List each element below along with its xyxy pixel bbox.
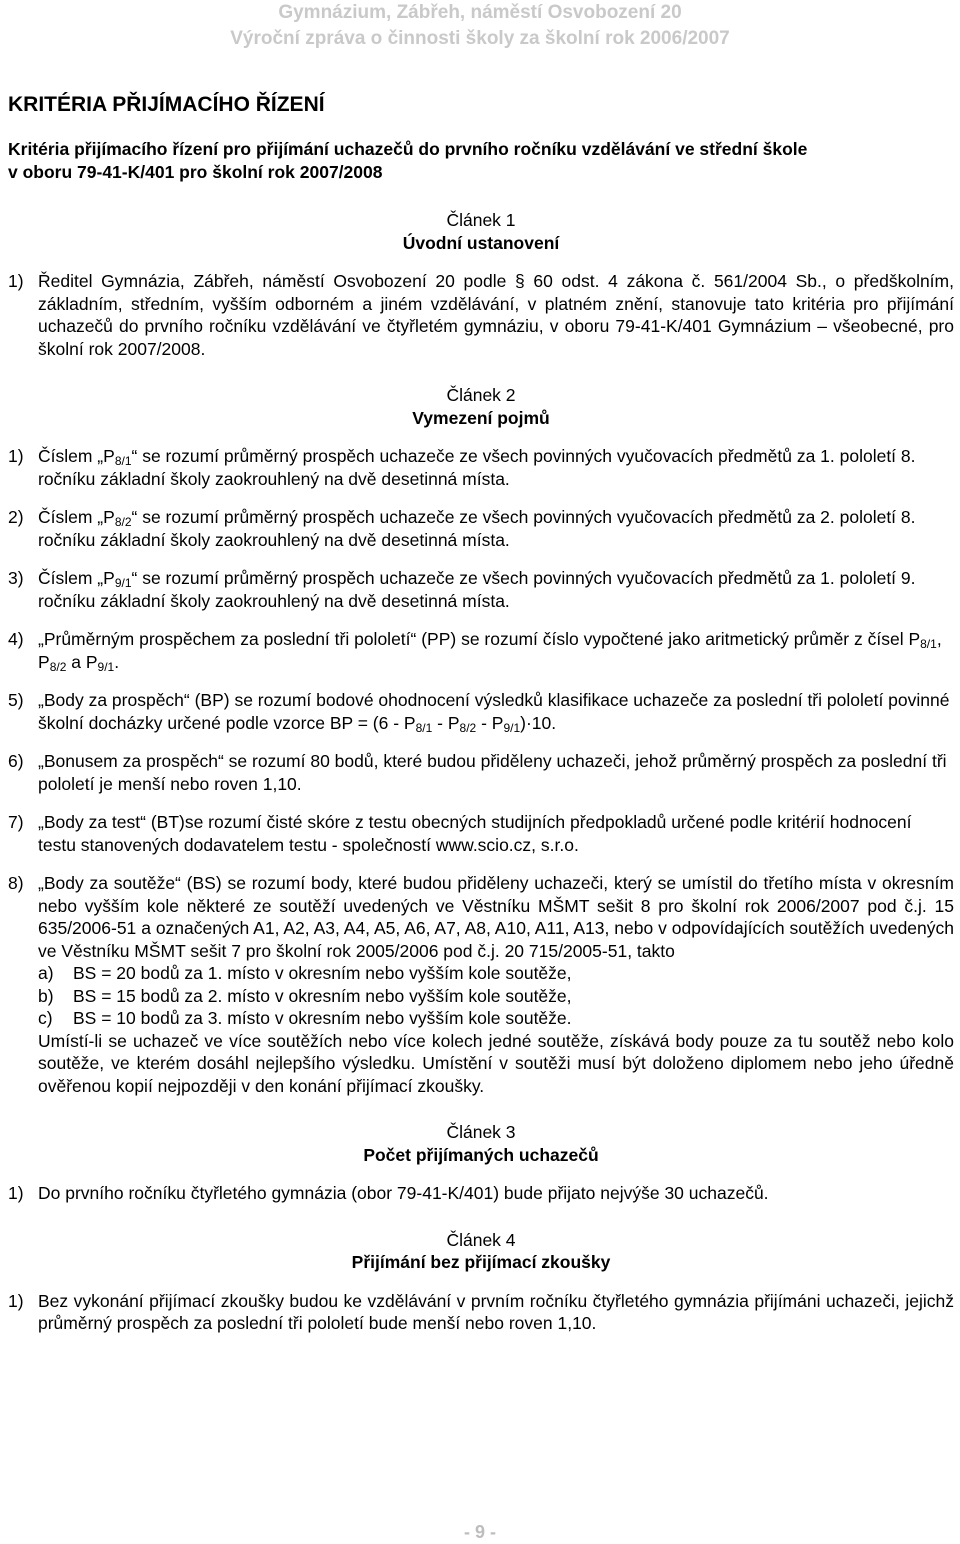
article-label: Článek 3 [446,1122,516,1142]
list-item [8,1290,954,1335]
list-item [8,689,954,734]
article-1-heading [8,209,954,254]
item-number: 3) [8,568,24,588]
subscript: 8/1 [920,637,937,651]
list-item [8,1182,954,1205]
article-label: Článek 1 [446,210,516,230]
item-number: 1) [8,1290,24,1311]
sub-item-letter: b) [38,985,54,1006]
item-text: „Průměrným prospěchem za poslední tři pololetí“ (PP) se rozumí číslo vypočtené jako aritmetický průměr z čísel P [38,629,921,649]
item-text: Do prvního ročníku čtyřletého gymnázia (obor 79-41-K/401) bude přijato nejvýše 30 uchazečů. [38,1183,769,1203]
item-text: Číslem „P [38,568,115,588]
item-text: Bez vykonání přijímací zkoušky budou ke vzdělávání v prvním ročníku čtyřletého gymnázia přijímáni uchazeči, jejichž průměrný prospěch za poslední tři pololetí bude menší nebo roven 1,10. [38,1290,954,1333]
subscript: 8/2 [459,720,477,735]
sub-item-text: BS = 20 bodů za 1. místo v okresním nebo vyšším kole soutěže, [73,963,572,983]
article-name: Vymezení pojmů [412,407,550,428]
page-number: - 9 - [463,1522,496,1542]
item-text: )·10. [520,712,557,733]
subscript: 9/1 [97,659,115,674]
list-item [8,872,954,1097]
item-text: Ředitel Gymnázia, Zábřeh, náměstí Osvobození 20 podle § 60 odst. 4 zákona č. 561/2004 Sb., o předškolním, základním, středním, vyšším odborném a jiném vzdělávání, v platném znění, stanovuje tato kritéria pro přijímání uchazečů do prvního ročníku vzdělávání ve čtyřletém gymnáziu, v oboru 79-41-K/401 Gymnázium – všeobecné, pro školní rok 2007/2008. [38,271,954,359]
list-item [8,506,954,551]
item-number: 6) [8,751,24,771]
item-number: 5) [8,690,24,710]
intro-line-2: v oboru 79-41-K/401 pro školní rok 2007/2008 [8,161,383,182]
item-text: „Body za soutěže“ (BS) se rozumí body, které budou přiděleny uchazeči, který se umístil do třetího místa v okresním nebo vyšším kole některé ze soutěží uvedených ve Věstníku MŠMT sešit 8 pro školní rok 2006/2007 pod č.j. 15 635/2006-51 a označených A1, A2, A3, A4, A5, A6, A7, A8, A10, A11, A13, nebo v odpovídajících soutěžích uvedených ve Věstníku MŠMT sešit 7 pro školní rok 2005/2006 pod č.j. 20 715/2005-51, takto [38,873,954,961]
list-item [8,270,954,360]
article-2 [8,384,954,1097]
item-text: „Body za test“ (BT)se rozumí čisté skóre z testu obecných studijních předpokladů určené podle kritérií hodnocení testu stanovených dodavatelem testu - společností www.scio.cz, s.r.o. [38,812,912,855]
intro-line-1: Kritéria přijímacího řízení pro přijímání uchazečů do prvního ročníku vzdělávání ve střední škole [8,139,808,159]
item-number: 2) [8,507,24,527]
subscript: 8/2 [49,659,67,674]
item-number: 8) [8,873,24,893]
sub-item-text: BS = 15 bodů za 2. místo v okresním nebo vyšším kole soutěže, [73,985,572,1006]
item-number: 1) [8,446,24,466]
article-label: Článek 4 [446,1229,516,1250]
item-number: 1) [8,271,24,291]
subscript: 9/1 [114,576,132,590]
item-text: „Body za prospěch“ (BP) se rozumí bodové ohodnocení výsledků klasifikace uchazeče za poslední tři pololetí povinné školní docházky určené podle vzorce BP = (6 - P [38,690,950,733]
item-text: . [114,651,120,672]
article-name: Přijímání bez přijímací zkoušky [351,1252,611,1272]
list-item [8,811,954,856]
article-3-heading [8,1121,954,1166]
article-name: Počet přijímaných uchazečů [363,1144,599,1165]
subscript: 9/1 [503,720,521,735]
item-text: a P [66,651,98,672]
article-3 [8,1121,954,1205]
item-text: , P [38,629,942,672]
item-text: “ se rozumí průměrný prospěch uchazeče ze všech povinných vyučovacích předmětů za 2. pololetí 8. ročníku základní školy zaokrouhlený na dvě desetinná místa. [38,507,916,550]
article-2-heading [8,384,954,429]
list-item [8,567,954,612]
item-text: Číslem „P [38,507,115,527]
article-name: Úvodní ustanovení [402,232,560,253]
item-text: „Bonusem za prospěch“ se rozumí 80 bodů, které budou přiděleny uchazeči, jehož průměrný prospěch za poslední tři pololetí je menší nebo roven 1,10. [38,751,947,794]
sub-item [38,985,954,1008]
sub-item-letter: a) [38,963,54,983]
item-text: - P [476,712,504,733]
sub-item-text: BS = 10 bodů za 3. místo v okresním nebo vyšším kole soutěže. [73,1008,572,1028]
page-header [0,0,960,52]
sub-item [38,962,954,985]
subscript: 8/2 [114,515,132,529]
item-text: - P [432,712,460,733]
intro-heading [8,138,954,183]
article-1 [8,209,954,360]
item-text: “ se rozumí průměrný prospěch uchazeče ze všech povinných vyučovacích předmětů za 1. pololetí 9. ročníku základní školy zaokrouhlený na dvě desetinná místa. [38,568,916,611]
article-label: Článek 2 [446,385,516,405]
sub-item-letter: c) [38,1008,53,1028]
article-4 [8,1229,954,1335]
item-number: 1) [8,1183,24,1203]
sub-item [38,1007,954,1030]
document-title: KRITÉRIA PŘIJÍMACÍHO ŘÍZENÍ [8,93,325,116]
item-number: 7) [8,812,24,832]
article-4-heading [8,1229,954,1274]
item-text: “ se rozumí průměrný prospěch uchazeče ze všech povinných vyučovacích předmětů za 1. pololetí 8. ročníku základní školy zaokrouhlený na dvě desetinná místa. [38,446,916,489]
document-body [8,92,954,1359]
subscript: 8/1 [114,454,132,468]
header-report: Výroční zpráva o činnosti školy za školní rok 2006/2007 [230,28,730,49]
list-item [8,445,954,490]
item-text-tail: Umístí-li se uchazeč ve více soutěžích nebo více kolech jedné soutěže, získává body pouze za tu soutěž nebo kolo soutěže, ve kterém dosáhl nejlepšího výsledku. Umístění v soutěži musí být doloženo diplomem nebo jeho úředně ověřenou kopií nejpozději v den konání přijímací zkoušky. [38,1030,954,1096]
list-item [8,628,954,673]
subscript: 8/1 [415,720,433,735]
list-item [8,750,954,795]
item-text: Číslem „P [38,446,115,466]
header-school: Gymnázium, Zábřeh, náměstí Osvobození 20 [278,2,682,23]
item-number: 4) [8,629,24,649]
